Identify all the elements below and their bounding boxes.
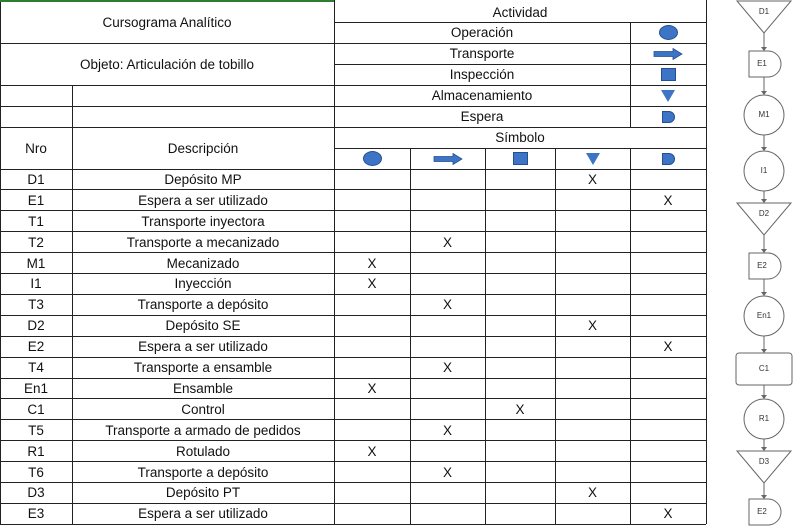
transport-arrow-icon	[433, 153, 463, 165]
flow-node-label: I1	[760, 166, 768, 176]
row-description: Transporte a depósito	[137, 464, 269, 480]
row-description: Inyección	[174, 276, 232, 292]
grid-line	[0, 419, 706, 420]
legend-label-circle: Operación	[450, 25, 514, 40]
grid-line	[0, 524, 706, 525]
grid-line	[334, 106, 706, 107]
activity-title: Actividad	[492, 4, 548, 20]
symbol-title: Símbolo	[495, 129, 545, 145]
row-mark: X	[442, 422, 452, 438]
row-nro: T2	[28, 234, 44, 250]
row-description: Depósito PT	[165, 485, 241, 501]
flow-node-label: En1	[756, 311, 772, 321]
transport-arrow-icon	[653, 48, 683, 60]
row-description: Espera a ser utilizado	[138, 506, 268, 522]
flow-arrowhead	[761, 47, 767, 51]
grid-line	[0, 231, 706, 232]
grid-line	[0, 2, 1, 524]
grid-line	[0, 106, 334, 107]
row-description: Transporte a armado de pedidos	[105, 422, 301, 438]
flow-arrowhead	[761, 495, 767, 499]
object-label: Objeto: Articulación de tobillo	[79, 56, 255, 72]
row-description: Transporte inyectora	[141, 213, 265, 229]
row-mark: X	[587, 485, 597, 501]
row-mark: X	[442, 360, 452, 376]
grid-line	[630, 22, 631, 127]
row-description: Transporte a mecanizado	[126, 234, 280, 250]
flow-node-label: D3	[758, 457, 770, 467]
row-mark: X	[442, 297, 452, 313]
row-nro: R1	[27, 443, 45, 459]
grid-line	[0, 169, 706, 170]
row-mark: X	[442, 464, 452, 480]
symbol-header-arrow	[410, 148, 485, 169]
flow-node-label: E2	[757, 507, 767, 517]
row-mark: X	[515, 401, 525, 417]
legend-icon-cell	[630, 106, 706, 127]
row-nro: T1	[28, 213, 44, 229]
grid-line	[485, 148, 486, 524]
legend-icon-cell	[630, 64, 706, 85]
flow-arrowhead	[761, 395, 767, 399]
row-nro: T5	[28, 422, 44, 438]
row-nro: T6	[28, 464, 44, 480]
row-mark: X	[587, 318, 597, 334]
row-nro: E1	[27, 192, 45, 208]
grid-line	[0, 127, 334, 128]
grid-line	[334, 85, 706, 86]
legend-label-square: Inspección	[449, 67, 515, 82]
wait-delay-icon	[662, 111, 675, 123]
grid-line	[334, 22, 706, 23]
flow-node-label: R1	[758, 414, 770, 424]
row-description: Depósito SE	[165, 318, 241, 334]
grid-line	[0, 315, 706, 316]
grid-line	[334, 0, 335, 524]
flow-node-label: E2	[757, 261, 767, 271]
flow-storage-triangle	[737, 1, 791, 33]
row-description: Depósito MP	[164, 171, 242, 187]
row-nro: T3	[28, 297, 44, 313]
row-mark: X	[663, 339, 673, 355]
flow-diagram	[718, 0, 800, 531]
grid-line	[0, 378, 706, 379]
grid-line	[0, 189, 706, 190]
row-nro: E2	[27, 339, 45, 355]
sheet-title: Cursograma Analítico	[102, 14, 232, 30]
row-description: Transporte a depósito	[137, 297, 269, 313]
col-desc-header: Descripción	[167, 140, 239, 156]
grid-line	[0, 398, 706, 399]
legend-label-d-shape: Espera	[460, 109, 504, 124]
row-nro: I1	[30, 276, 42, 292]
flow-arrowhead	[761, 199, 767, 203]
flow-node-label: D2	[758, 209, 770, 219]
flow-storage-triangle	[737, 451, 791, 483]
flow-arrowhead	[761, 249, 767, 253]
row-nro: D1	[27, 171, 45, 187]
flow-arrowhead	[761, 447, 767, 451]
legend-icon-cell	[630, 22, 706, 43]
row-mark: X	[663, 506, 673, 522]
row-mark: X	[442, 234, 452, 250]
symbol-header-d-shape	[630, 148, 706, 169]
row-nro: M1	[26, 255, 46, 271]
legend-label-triangle: Almacenamiento	[431, 88, 533, 103]
row-mark: X	[663, 192, 673, 208]
row-nro: C1	[27, 401, 45, 417]
row-description: Rotulado	[175, 443, 231, 459]
row-description: Transporte a ensamble	[133, 360, 273, 376]
row-mark: X	[587, 171, 597, 187]
legend-label-arrow: Transporte	[449, 46, 515, 61]
flow-storage-triangle	[737, 203, 791, 235]
grid-line	[334, 64, 706, 65]
row-description: Espera a ser utilizado	[138, 192, 268, 208]
row-nro: En1	[23, 380, 49, 396]
flow-diagram-svg	[718, 0, 800, 531]
grid-line	[555, 148, 556, 524]
row-mark: X	[367, 255, 377, 271]
storage-triangle-icon	[661, 90, 675, 102]
symbol-header-circle	[334, 148, 410, 169]
grid-line	[334, 127, 706, 128]
grid-line	[0, 482, 706, 483]
grid-line	[0, 252, 706, 253]
symbol-header-triangle	[555, 148, 630, 169]
grid-line	[0, 357, 706, 358]
storage-triangle-icon	[586, 153, 600, 165]
row-mark: X	[367, 443, 377, 459]
flow-node-label: C1	[758, 364, 770, 374]
row-nro: T4	[28, 360, 44, 376]
row-nro: D3	[27, 485, 45, 501]
flow-node-label: M1	[758, 110, 770, 120]
legend-icon-cell	[630, 85, 706, 106]
row-nro: D2	[27, 318, 45, 334]
flow-arrowhead	[761, 292, 767, 296]
grid-line	[72, 85, 73, 524]
inspection-square-icon	[513, 152, 528, 165]
operation-circle-icon	[363, 151, 382, 166]
flow-arrowhead	[761, 147, 767, 151]
row-description: Ensamble	[172, 380, 234, 396]
grid-line	[0, 43, 334, 44]
flow-node-label: E1	[757, 59, 767, 69]
grid-line	[334, 148, 706, 149]
grid-line	[334, 43, 706, 44]
inspection-square-icon	[661, 68, 676, 81]
grid-line	[0, 461, 706, 462]
row-mark: X	[367, 276, 377, 292]
grid-line	[0, 273, 706, 274]
flow-arrowhead	[761, 91, 767, 95]
grid-line	[410, 148, 411, 524]
grid-line	[0, 503, 706, 504]
row-mark: X	[367, 380, 377, 396]
row-nro: E3	[27, 506, 45, 522]
row-description: Espera a ser utilizado	[138, 339, 268, 355]
grid-line	[0, 210, 706, 211]
flow-arrowhead	[761, 349, 767, 353]
col-nro-header: Nro	[25, 140, 47, 156]
wait-delay-icon	[662, 153, 675, 165]
row-description: Mecanizado	[166, 255, 240, 271]
grid-line	[0, 336, 706, 337]
grid-line	[0, 85, 334, 86]
row-description: Control	[181, 401, 225, 417]
grid-line	[706, 0, 707, 524]
flow-node-label: D1	[758, 7, 770, 17]
operation-circle-icon	[659, 25, 678, 40]
legend-icon-cell	[630, 43, 706, 64]
grid-line	[0, 440, 706, 441]
grid-line	[0, 294, 706, 295]
grid-line	[630, 148, 631, 524]
symbol-header-square	[485, 148, 555, 169]
